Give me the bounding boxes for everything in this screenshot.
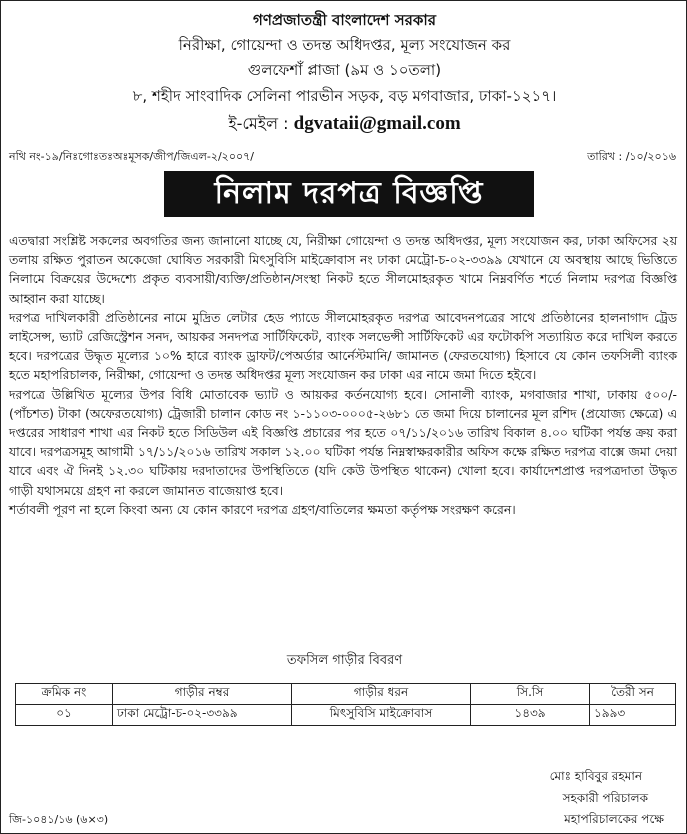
email-label: ই-মেইল : xyxy=(228,114,289,133)
govt-heading: গণপ্রজাতন্ত্রী বাংলাদেশ সরকার xyxy=(253,11,436,29)
paragraph-documents: দরপত্র দাখিলকারী প্রতিষ্ঠানের নামে মুদ্রিত লেটার হেড প্যাডে সীলমোহরকৃত দরপত্র আবেদনপত্রের সাথে প্রতিষ্ঠানের হালনাগাদ ট্রেড লাইসেন্স, ভ্যাট রেজিস্ট্রেশন সনদ, আয়কর সনদপত্র সার্টিফিকেট, ব্যাংক সলভেন্সী সার্টিফিকেট এর ফটোকপি সত্যায়িত করে দাখিল করতে হবে। দরপত্রের উদ্ধৃত মূল্যের ১০% হারে ব্যাংক ড্রাফট/পেঅর্ডার আর্নেস্টমানি/ জামানত (ফেরতযোগ্য) হিসাবে যে কোন তফসিলী ব্যাংক হতে মহাপরিচালক, নিরীক্ষা, গোয়েন্দা ও তদন্ত অধিদপ্তর মূল্য সংযোজন কর ঢাকা এর নামে জমা দিতে হইবে। xyxy=(9,309,677,383)
paragraph-schedule: দরপত্রে উল্লিখিত মূল্যের উপর বিধি মোতাবেক ভ্যাট ও আয়কর কর্তনযোগ্য হবে। সোনালী ব্যাংক, মগবাজার শাখা, ঢাকায় ৫০০/- (পাঁচশত) টাকা (অফেরতযোগ্য) ট্রেজারী চালান কোড নং ১-১১০৩-০০০৫-২৬৮১ তে জমা দিয়ে চালানের মূল রশিদ (প্রযোজ্য ক্ষেত্রে) এ দপ্তরের সাধারণ শাখা এর নিকট হতে সিডিউল এই বিজ্ঞপ্তি প্রচারের পর হতে ০৭/১১/২০১৬ তারিখ বিকাল ৪.০০ ঘটিকা পর্যন্ত ক্রয় করা যাবে। দরপত্রসমূহ আগামী ১৭/১১/২০১৬ তারিখ সকাল ১২.০০ ঘটিকা পর্যন্ত নিম্নস্বাক্ষরকারীর অফিস কক্ষে রক্ষিত দরপত্র বাক্সে জমা দেয়া যাবে এবং ঐ দিনই ১২.৩০ ঘটিকায় দরদাতাদের উপস্থিতিতে (যদি কেউ উপস্থিত থাকেন) খোলা হবে। কার্যাদেশপ্রাপ্ত দরপত্রদাতা উদ্ধৃত গাড়ী যথাসময়ে গ্রহণ না করলে জামানত বাজেয়াপ্ত হবে। xyxy=(9,386,677,498)
cell-serial: ০১ xyxy=(16,705,113,726)
reference-row xyxy=(9,148,676,167)
notice-body xyxy=(9,231,677,519)
paragraph-intro: এতদ্বারা সংশ্লিষ্ট সকলের অবগতির জন্য জানানো যাচ্ছে যে, নিরীক্ষা গোয়েন্দা ও তদন্ত অধিদপ্তর, মূল্য সংযোজন কর, ঢাকা অফিসের ২য় তলায় রক্ষিত পুরাতন অকেজো ঘোষিত সরকারী মিৎসুবিসি মাইক্রোবাস নং ঢাকা মেট্রো-চ-০২-৩৩৯৯ যেখানে যে অবস্থায় আছে ভিত্তিতে নিলামে বিক্রয়ের উদ্দেশ্যে প্রকৃত ব্যবসায়ী/ব্যক্তি/প্রতিষ্ঠান/সংস্থা নিকট হতে সীলমোহরকৃত খামে নিম্নবর্ণিত শর্তে নিলাম দরপত্র বিজ্ঞপ্তি আহ্বান করা যাচ্ছে। xyxy=(9,233,677,306)
col-cc: সি.সি xyxy=(471,684,590,705)
cell-vehicle-type: মিৎসুবিসি মাইক্রোবাস xyxy=(292,705,471,726)
office-address: ৮, শহীদ সাংবাদিক সেলিনা পারভীন সড়ক, বড় মগবাজার, ঢাকা-১২১৭। xyxy=(132,87,557,105)
email-address[interactable]: dgvataii@gmail.com xyxy=(293,113,461,134)
signatory-designation: সহকারী পরিচালক xyxy=(562,791,648,805)
col-serial: ক্রমিক নং xyxy=(16,684,113,705)
gd-code: জি-১০৪১/১৬ (৬×৩) xyxy=(9,813,109,826)
signatory-name: মোঃ হাবিবুর রহমান xyxy=(549,769,642,783)
email-line xyxy=(1,111,687,138)
table-caption: তফসিল গাড়ীর বিবরণ xyxy=(286,653,403,668)
file-number: নথি নং-১৯/নিঃগোঃতঃঅঃমূসক/জীপ/জিএল-২/২০০৭/ xyxy=(9,150,254,163)
vehicle-table xyxy=(15,683,676,726)
building-name: গুলফেশাঁ প্লাজা (৯ম ও ১০তলা) xyxy=(247,61,442,79)
cell-cc: ১৪৩৯ xyxy=(471,705,590,726)
paragraph-conditions: শর্তাবলী পূরণ না হলে কিংবা অন্য যে কোন কারণে দরপত্র গ্রহণ/বাতিলের ক্ষমতা কর্তৃপক্ষ সংরক্ষণ করেন। xyxy=(9,501,516,517)
col-vehicle-number: গাড়ীর নম্বর xyxy=(113,684,292,705)
table-header-row xyxy=(16,684,676,705)
department-name: নিরীক্ষা, গোয়েন্দা ও তদন্ত অধিদপ্তর, মূল্য সংযোজন কর xyxy=(178,36,511,54)
signatory-on-behalf: মহাপরিচালকের পক্ষে xyxy=(564,812,664,826)
col-vehicle-type: গাড়ীর ধরন xyxy=(292,684,471,705)
notice-date: তারিখ : /১০/২০১৬ xyxy=(587,150,676,163)
cell-manufacture-year: ১৯৯৩ xyxy=(590,705,676,726)
notice-title: নিলাম দরপত্র বিজ্ঞপ্তি xyxy=(164,171,534,217)
table-row xyxy=(16,705,676,726)
cell-vehicle-number: ঢাকা মেট্রো-চ-০২-৩৩৯৯ xyxy=(113,705,292,726)
col-manufacture-year: তৈরী সন xyxy=(590,684,676,705)
